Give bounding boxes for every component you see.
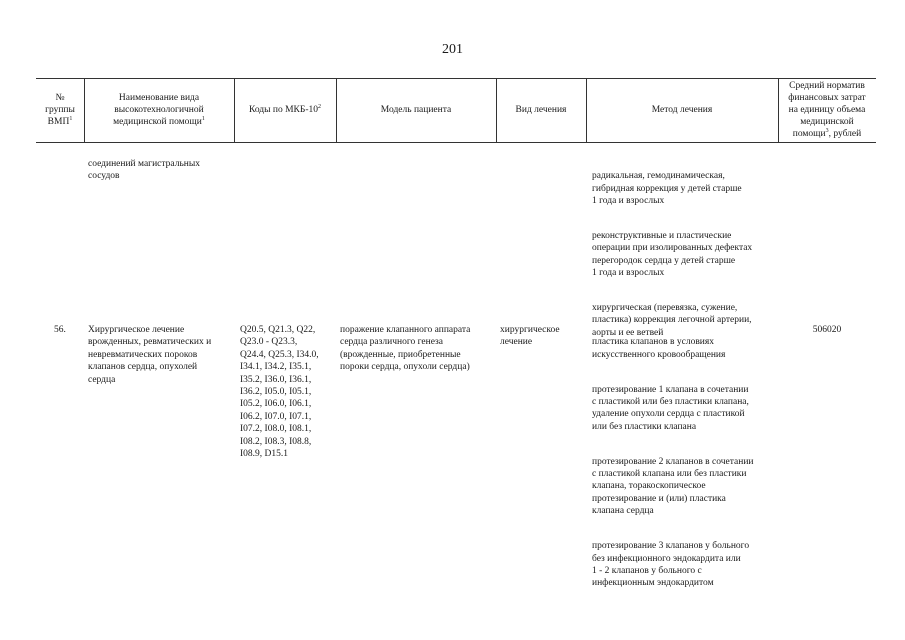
row-group-number: 56. <box>54 325 66 335</box>
header-care-type: Наименование вида высокотехнологичной медицинской помощи$^1$ <box>113 93 205 127</box>
row-care-type-name: соединений магистральных сосудов <box>88 159 200 182</box>
method-item: хирургическая (перевязка, сужение, пластика) коррекция легочной артерии, аорты и ее ветвей <box>592 303 752 338</box>
row-methods <box>592 158 782 352</box>
header-treatment-method: Метод лечения <box>651 105 713 115</box>
row-patient-model: поражение клапанного аппарата сердца различного генеза (врожденные, приобретенные пороки сердца, опухоли сердца) <box>340 325 471 373</box>
header-average-cost: Средний норматив финансовых затрат на единицу объема медицинской помощи$^3$, рублей <box>788 81 866 139</box>
page-number: 201 <box>442 42 463 57</box>
method-item: протезирование 3 клапанов у больного без инфекционного эндокардита или 1 - 2 клапанов у больного с инфекционным эндокардитом <box>592 541 750 589</box>
header-icd-codes: Коды по МКБ-$10^2$ <box>248 103 322 115</box>
header-patient-model: Модель пациента <box>380 105 452 115</box>
method-item: протезирование 1 клапана в сочетании с пластикой или без пластики клапана, удаление опухоли сердца с пластикой или без пластики клапана <box>592 384 749 432</box>
method-item: реконструктивные и пластические операции при изолированных дефектах перегородок сердца у детей старше 1 года и взрослых <box>592 231 753 279</box>
header-bottom-rule <box>36 142 876 143</box>
row-care-type-name: Хирургическое лечение врожденных, ревматических и невревматических пороков клапанов сердца, опухолей сердца <box>88 325 212 385</box>
header-treatment-type: Вид лечения <box>515 105 567 115</box>
row-treatment-type: хирургическое лечение <box>500 325 560 348</box>
method-item: радикальная, гемодинамическая, гибридная коррекция у детей старше 1 года и взрослых <box>592 171 742 207</box>
method-item: протезирование 2 клапанов в сочетании с пластикой клапана или без пластики клапана, торакоскопическое протезирование и (или) пластика клапана сердца <box>592 456 754 517</box>
row-methods <box>592 324 782 602</box>
method-item: пластика клапанов в условиях искусственного кровообращения <box>592 337 726 360</box>
header-group-number: № группы ВМП$^1$ <box>45 93 75 127</box>
row-average-cost: 506020 <box>812 325 842 335</box>
row-icd-codes: Q20.5, Q21.3, Q22, Q23.0 - Q23.3, Q24.4, Q25.3, I34.0, I34.1, I34.2, I35.1, I35.2, I36.0, I36.1, I36.2, I05.0, I05.1, I05.2, I06.0, I06.1, I06.2, I07.0, I07.1, I07.2, I08.0, I08.1, I08.2, I08.3, I08.8, I08.9, D15.1 <box>240 325 319 460</box>
